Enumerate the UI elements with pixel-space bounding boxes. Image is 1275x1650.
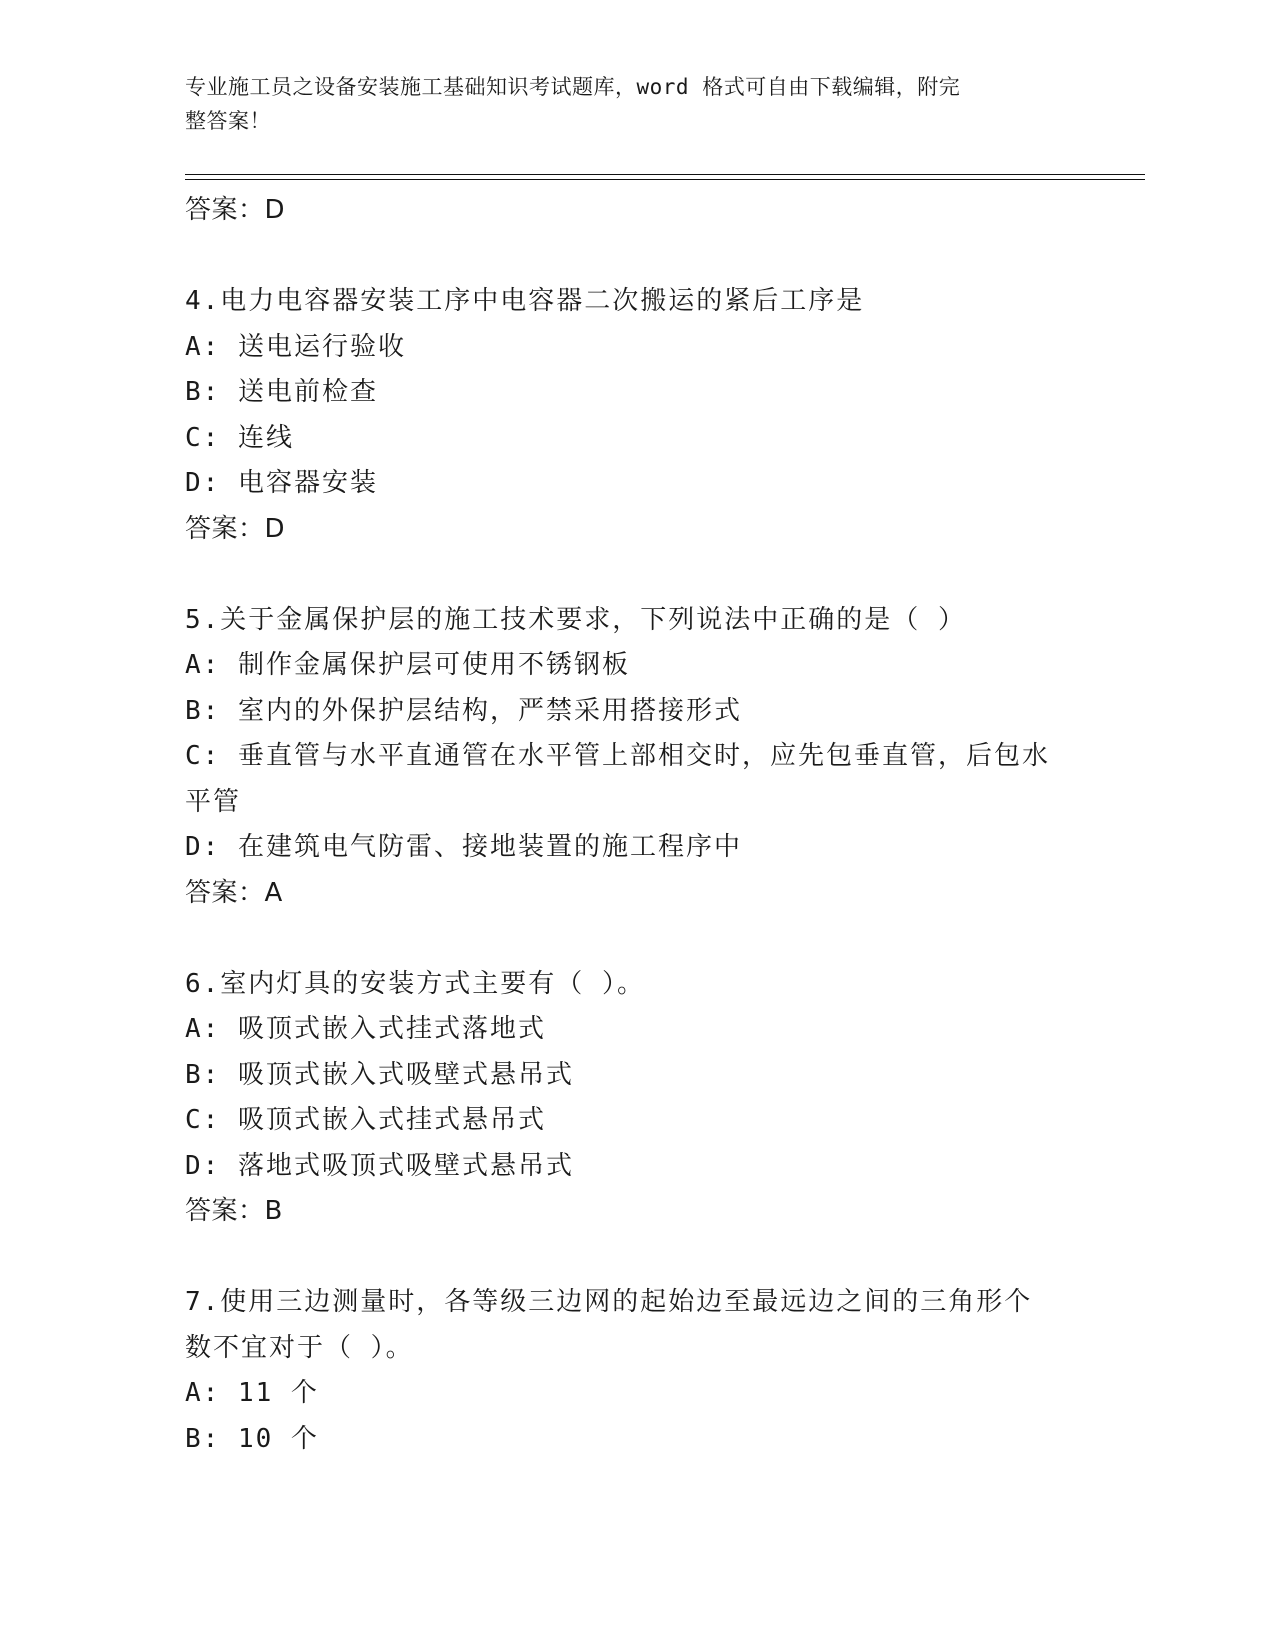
question-text: 7.使用三边测量时，各等级三边网的起始边至最远边之间的三角形个 bbox=[185, 1287, 1033, 1317]
option-c: C: 连线 bbox=[185, 422, 294, 453]
header-line-2: 整答案！ bbox=[185, 109, 271, 133]
answer-line: 答案：B bbox=[185, 1196, 283, 1226]
option-d: D: 在建筑电气防雷、接地装置的施工程序中 bbox=[185, 832, 742, 862]
document-header bbox=[185, 70, 1070, 138]
option-b: B: 室内的外保护层结构，严禁采用搭接形式 bbox=[185, 695, 742, 726]
option-c: C: 吸顶式嵌入式挂式悬吊式 bbox=[185, 1105, 546, 1135]
option-a: A: 吸顶式嵌入式挂式落地式 bbox=[185, 1014, 546, 1044]
question-block-4 bbox=[185, 279, 1085, 552]
question-text: 5.关于金属保护层的施工技术要求，下列说法中正确的是（ ） bbox=[185, 604, 966, 635]
spacer bbox=[185, 916, 1085, 962]
option-d: D: 电容器安装 bbox=[185, 468, 378, 498]
spacer bbox=[185, 1235, 1085, 1281]
option-a: A: 送电运行验收 bbox=[185, 331, 406, 362]
question-text: 6.室内灯具的安装方式主要有（ ）。 bbox=[185, 968, 645, 999]
header-divider-bottom bbox=[185, 179, 1145, 180]
option-b: B: 10 个 bbox=[185, 1423, 319, 1454]
question-block-7 bbox=[185, 1280, 1085, 1462]
question-list bbox=[185, 188, 1085, 1462]
question-block-5 bbox=[185, 598, 1085, 917]
spacer bbox=[185, 234, 1085, 280]
question-text-continuation: 数不宜对于（ ）。 bbox=[185, 1332, 414, 1363]
option-b: B: 送电前检查 bbox=[185, 377, 378, 407]
header-divider-top bbox=[185, 174, 1145, 175]
answer-line: 答案：A bbox=[185, 877, 283, 908]
spacer bbox=[185, 552, 1085, 598]
option-a: A: 11 个 bbox=[185, 1378, 319, 1408]
option-c: C: 垂直管与水平直通管在水平管上部相交时，应先包垂直管，后包水 bbox=[185, 741, 1050, 771]
option-c-continuation: 平管 bbox=[185, 786, 242, 817]
header-line-1: 专业施工员之设备安装施工基础知识考试题库，word 格式可自由下载编辑，附完 bbox=[185, 75, 961, 99]
option-a: A: 制作金属保护层可使用不锈钢板 bbox=[185, 650, 630, 680]
option-d: D: 落地式吸顶式吸壁式悬吊式 bbox=[185, 1150, 574, 1181]
answer-line: 答案：D bbox=[185, 195, 286, 225]
option-b: B: 吸顶式嵌入式吸壁式悬吊式 bbox=[185, 1059, 574, 1090]
answer-line: 答案：D bbox=[185, 513, 286, 544]
question-block-6 bbox=[185, 962, 1085, 1235]
question-text: 4.电力电容器安装工序中电容器二次搬运的紧后工序是 bbox=[185, 286, 865, 316]
